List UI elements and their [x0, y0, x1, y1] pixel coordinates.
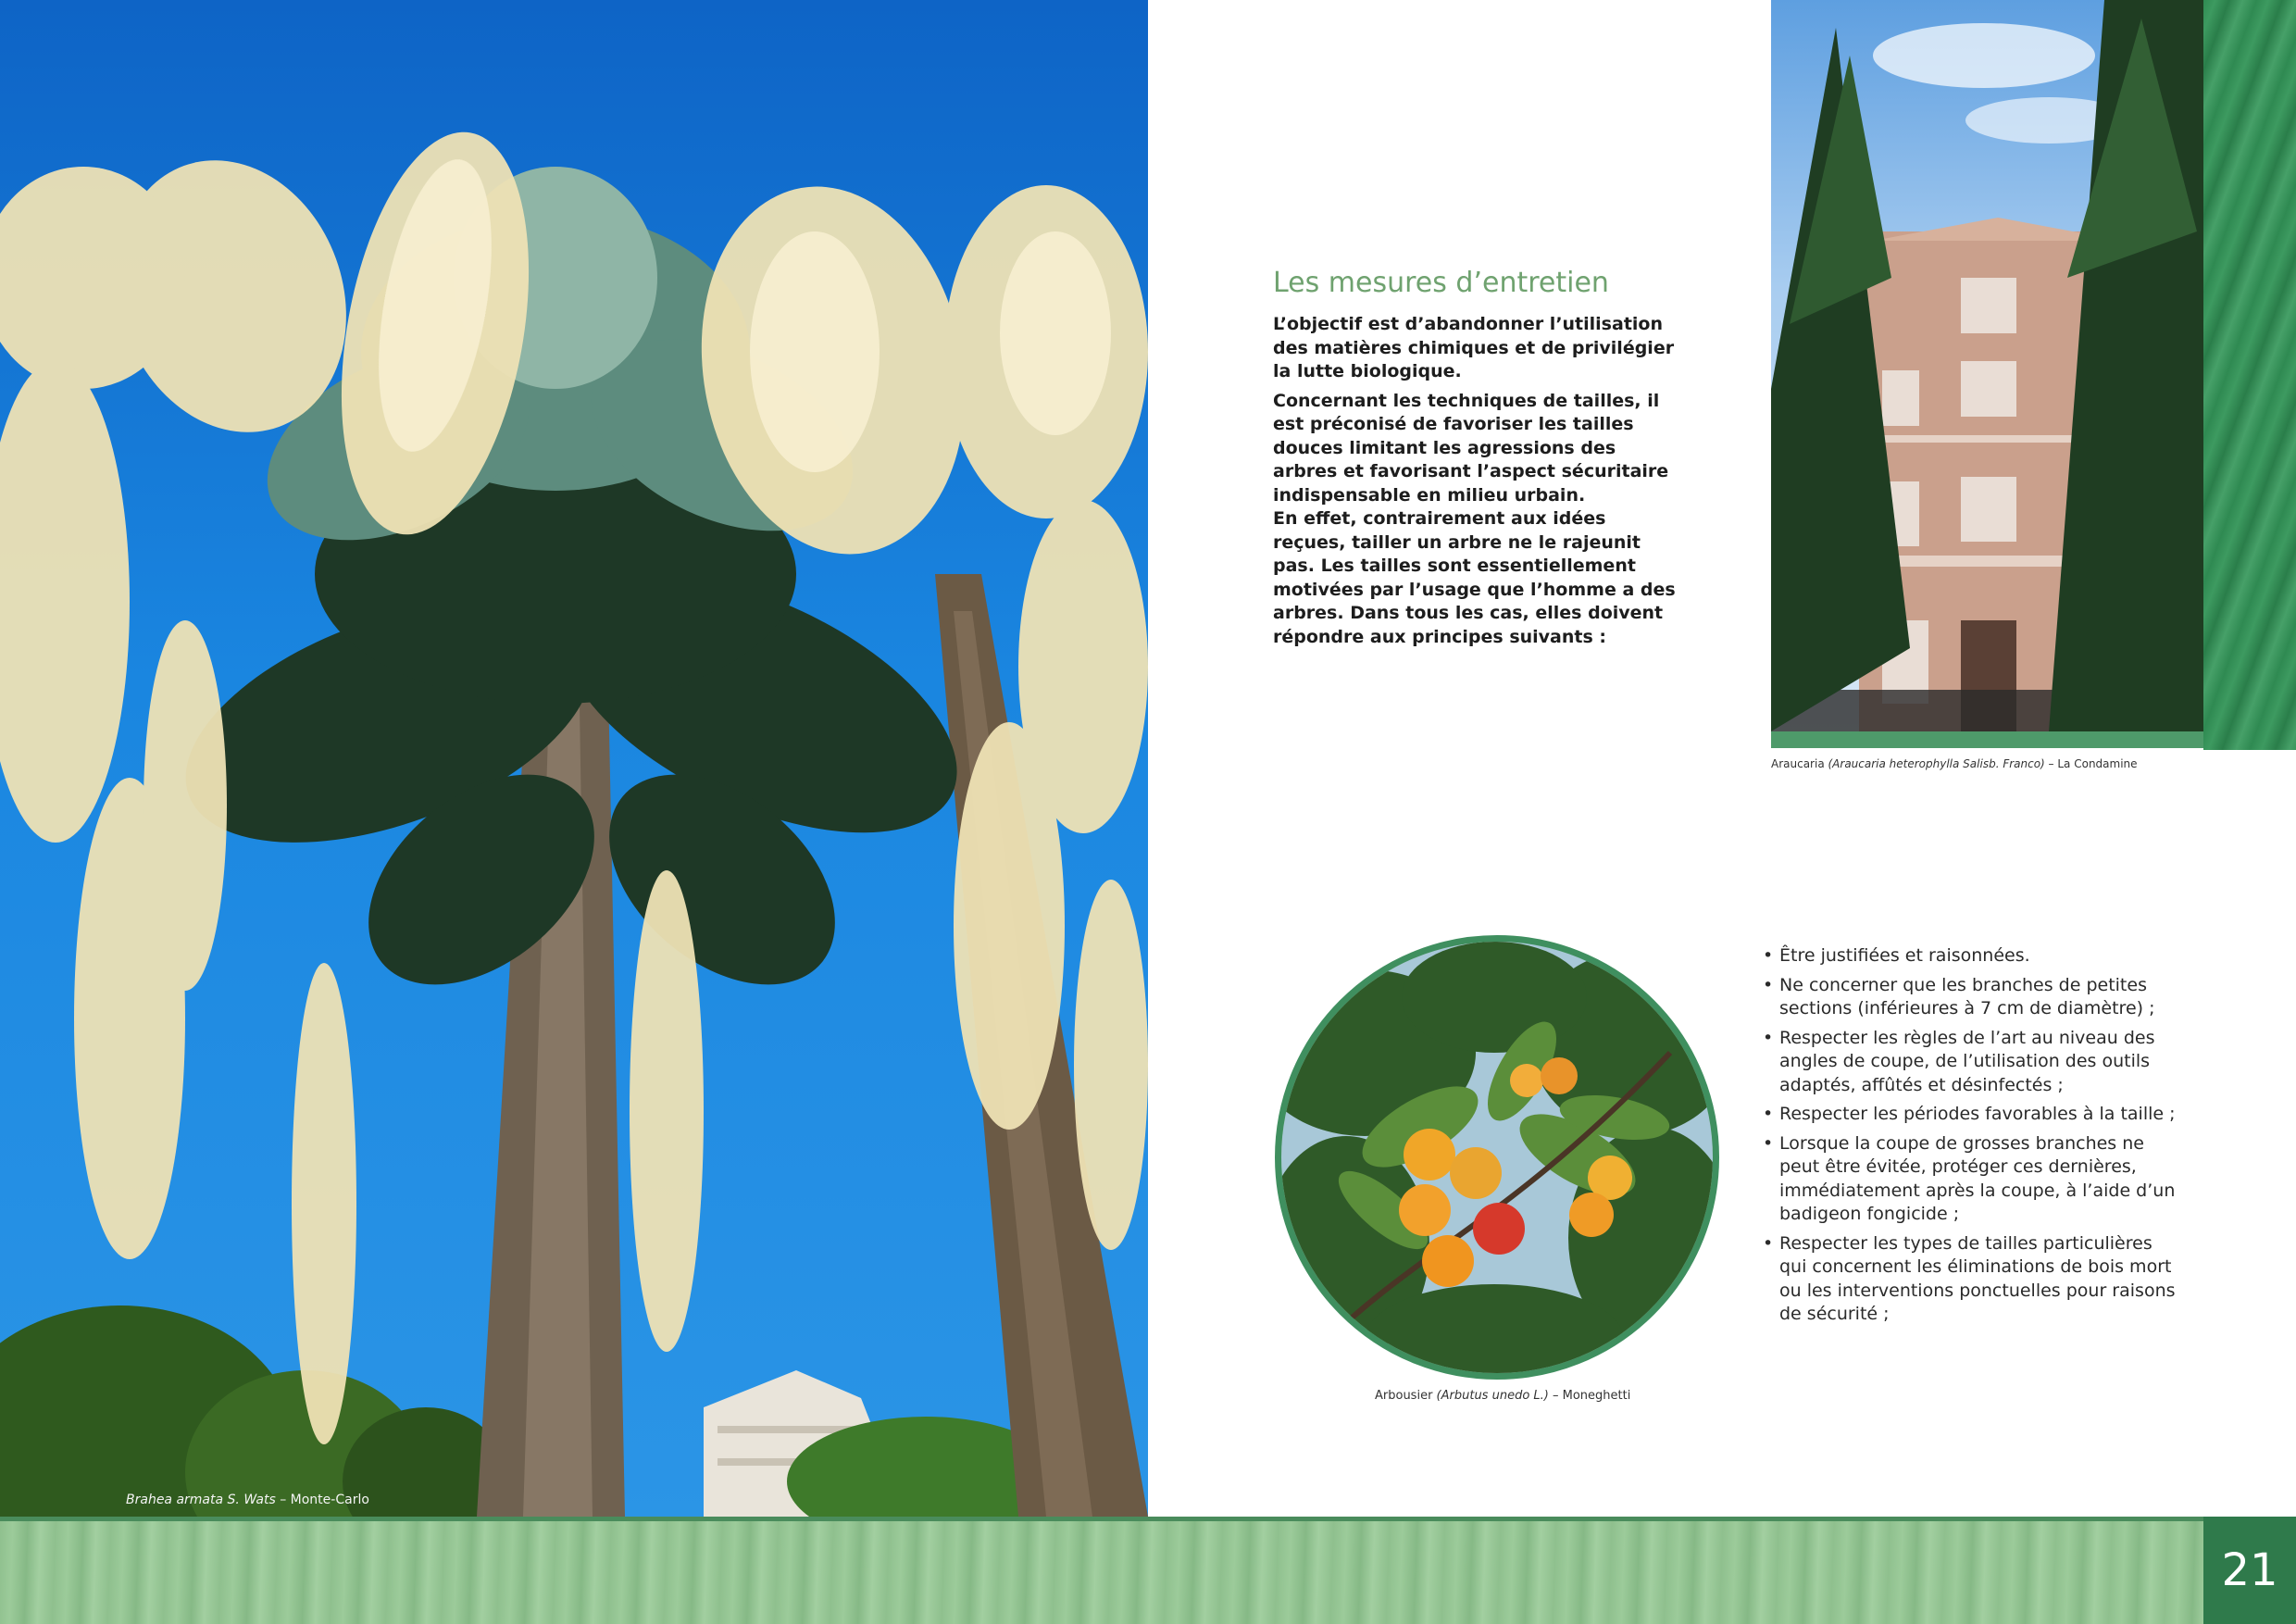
list-item: • Respecter les règles de l’art au niveau des angles de coupe, de l’utilisation des outils adaptés, affûtés et désinfectés ; — [1761, 1027, 2182, 1098]
arbutus-circle-photo — [1275, 935, 1719, 1380]
list-item: • Ne concerner que les branches de petites sections (inférieures à 7 cm de diamètre) ; — [1761, 974, 2182, 1021]
palm-caption-latin: Brahea armata S. Wats — [126, 1493, 276, 1507]
arbutus-caption-place: – Moneghetti — [1548, 1389, 1631, 1403]
araucaria-caption-latin: (Araucaria heterophylla Salisb. Franco) — [1828, 757, 2045, 770]
arbutus-photo-caption — [1375, 1389, 1630, 1403]
page-number: 21 — [2203, 1517, 2296, 1624]
intro-paragraph-2: Concernant les techniques de tailles, il est préconisé de favoriser les tailles douces limitant les agressions des arbres et favorisant l’aspect sécuritaire indispensable en milieu urbain. — [1273, 390, 1669, 506]
list-item: • Respecter les périodes favorables à la taille ; — [1761, 1103, 2182, 1127]
palm-illustration — [0, 0, 1148, 1517]
footer-wood-band — [0, 1517, 2203, 1624]
araucaria-caption-place: – La Condamine — [2044, 757, 2138, 770]
araucaria-caption-name: Araucaria — [1771, 757, 1828, 770]
intro-paragraph-3: En effet, contrairement aux idées reçues, tailler un arbre ne le rajeunit pas. Les tailles sont essentiellement motivées par l’usage que l’homme a des arbres. Dans tous les cas, elles doivent répondre aux principes suivants : — [1273, 508, 1676, 647]
intro-paragraph-1: L’objectif est d’abandonner l’utilisation des matières chimiques et de privilégier la lutte biologique. — [1273, 314, 1675, 381]
section-title: Les mesures d’entretien — [1273, 267, 1609, 299]
arbutus-illustration — [1281, 942, 1713, 1373]
list-item: • Être justifiées et raisonnées. — [1761, 944, 2182, 968]
green-wood-edge — [2203, 0, 2296, 750]
palm-tree-photo — [0, 0, 1148, 1517]
list-item: • Lorsque la coupe de grosses branches ne peut être évitée, protéger ces dernières, immédiatement après la coupe, à l’aide d’un badigeon fongicide ; — [1761, 1132, 2182, 1227]
araucaria-photo-caption — [1771, 757, 2138, 770]
building-illustration — [1771, 0, 2203, 731]
arbutus-caption-latin: (Arbutus unedo L.) — [1436, 1389, 1549, 1403]
arbutus-caption-name: Arbousier — [1375, 1389, 1437, 1403]
araucaria-building-photo — [1771, 0, 2203, 731]
pruning-principles-list — [1761, 944, 2182, 1332]
palm-photo-caption — [126, 1493, 369, 1507]
palm-caption-place: – Monte-Carlo — [275, 1493, 369, 1507]
intro-text — [1273, 313, 1680, 655]
photo-green-underline — [1771, 731, 2203, 748]
list-item: • Respecter les types de tailles particulières qui concernent les éliminations de bois mort ou les interventions ponctuelles pour raisons de sécurité ; — [1761, 1232, 2182, 1327]
